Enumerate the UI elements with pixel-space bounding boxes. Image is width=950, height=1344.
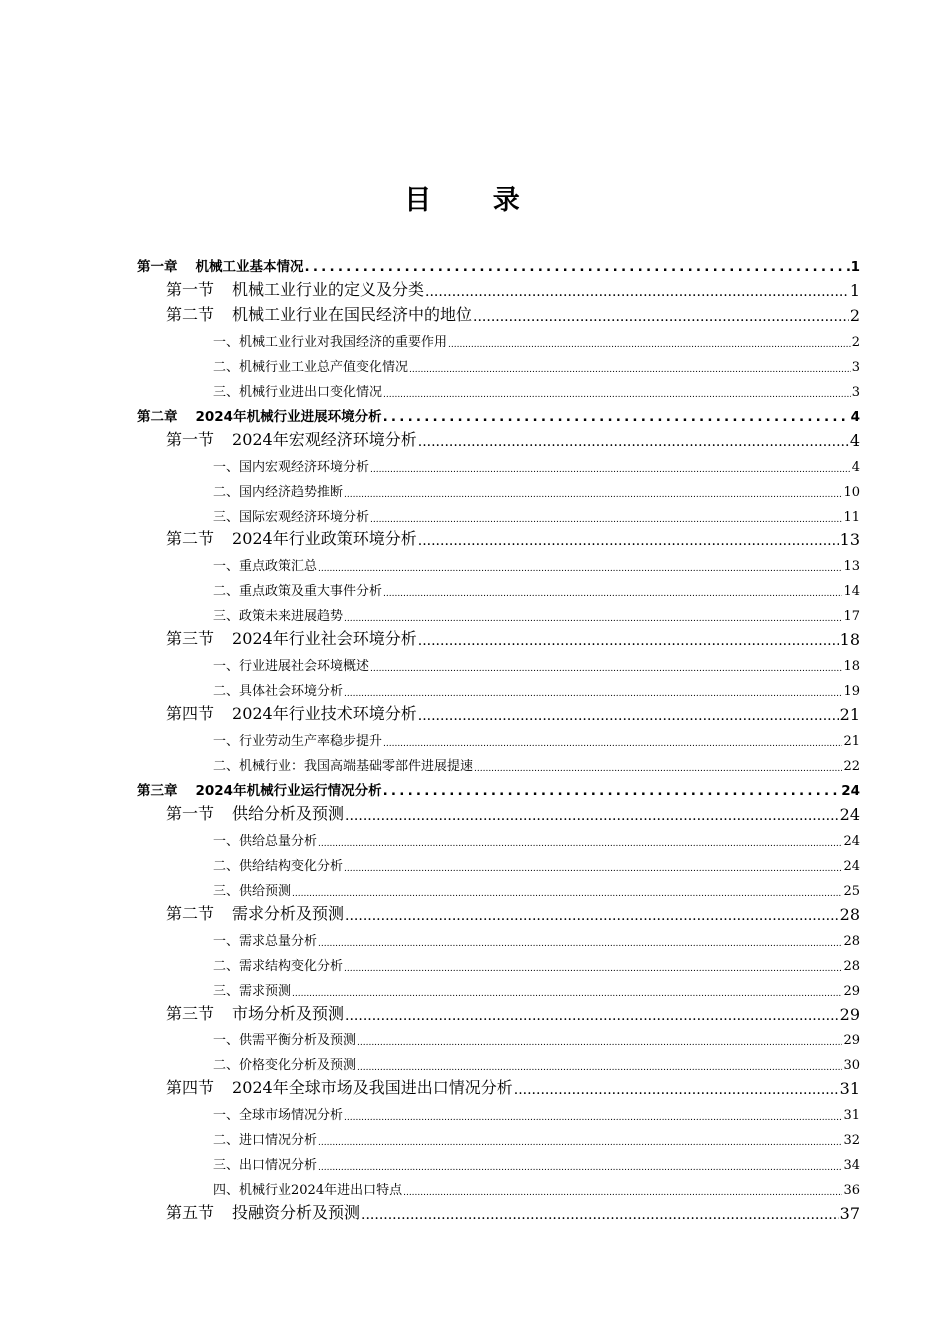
- toc-leader-dots: [370, 659, 842, 674]
- toc-page-number: 24: [843, 858, 860, 874]
- toc-entry-text: 2024年行业技术环境分析: [232, 704, 417, 724]
- toc-entry-number: 第五节: [166, 1203, 215, 1223]
- toc-entry-item[interactable]: [213, 501, 860, 525]
- toc-entry-label: [213, 506, 369, 525]
- toc-page-number: 24: [839, 804, 860, 824]
- toc-entry-text: 市场分析及预测: [232, 1003, 345, 1023]
- toc-entry-number: 第四节: [166, 1078, 215, 1098]
- toc-entry-number: 第二节: [166, 903, 215, 923]
- toc-entry-item[interactable]: [213, 650, 860, 674]
- toc-entry-item[interactable]: [213, 575, 860, 599]
- toc-entry-label: [213, 755, 473, 774]
- toc-entry-text: 2024年全球市场及我国进出口情况分析: [232, 1078, 513, 1098]
- toc-entry-item[interactable]: [213, 550, 860, 574]
- toc-entry-label: [166, 701, 417, 724]
- toc-entry-label: [213, 830, 317, 849]
- toc-entry-label: [213, 1029, 356, 1048]
- toc-entry-text: 二、价格变化分析及预测: [213, 1058, 357, 1074]
- toc-page-number: 18: [839, 630, 860, 650]
- toc-entry-section[interactable]: [166, 700, 860, 724]
- toc-leader-dots: [383, 584, 842, 599]
- toc-entry-label: [213, 555, 317, 574]
- toc-leader-dots: [473, 307, 849, 325]
- toc-entry-label: [166, 901, 344, 924]
- toc-entry-text: 二、进口情况分析: [213, 1133, 318, 1149]
- toc-entry-text: 二、机械行业工业总产值变化情况: [213, 359, 409, 375]
- toc-leader-dots: [344, 1108, 842, 1123]
- toc-leader-dots: [448, 335, 851, 350]
- toc-entry-item[interactable]: [213, 850, 860, 874]
- toc-entry-item[interactable]: [213, 725, 860, 749]
- toc-leader-dots: [292, 884, 842, 899]
- toc-entry-section[interactable]: [166, 1199, 860, 1223]
- toc-entry-item[interactable]: [213, 1124, 860, 1148]
- toc-entry-section[interactable]: [166, 625, 860, 649]
- toc-leader-dots: [418, 531, 839, 549]
- toc-entry-label: [213, 855, 343, 874]
- toc-page-number: 22: [843, 759, 860, 774]
- toc-entry-item[interactable]: [213, 376, 860, 400]
- toc-leader-dots: [344, 684, 842, 699]
- toc-page-number: 14: [843, 584, 860, 600]
- toc-leader-dots: [345, 906, 839, 924]
- toc-entry-text: 2024年行业政策环境分析: [232, 529, 417, 549]
- toc-entry-item[interactable]: [213, 825, 860, 849]
- toc-entry-text: 一、行业进展社会环境概述: [213, 659, 370, 675]
- toc-entry-text: 二、机械行业：我国高端基础零部件进展提速: [213, 759, 474, 774]
- toc-page-number: 36: [843, 1183, 860, 1199]
- toc-page-number: 30: [843, 1058, 860, 1074]
- toc-page-number: 31: [843, 1108, 860, 1124]
- toc-entry-text: 需求分析及预测: [232, 903, 345, 923]
- toc-entry-number: 第二节: [166, 304, 215, 324]
- toc-leader-dots: [345, 1006, 839, 1024]
- toc-leader-dots: [361, 1205, 839, 1223]
- toc-page-number: 21: [839, 705, 860, 725]
- toc-entry-item[interactable]: [213, 875, 860, 899]
- toc-page-number: 2: [849, 305, 860, 325]
- toc-entry-label: [213, 331, 447, 350]
- toc-entry-label: [213, 1054, 356, 1073]
- toc-page-number: 3: [851, 384, 860, 400]
- toc-entry-label: [213, 980, 291, 999]
- toc-page-number: 13: [839, 530, 860, 550]
- toc-leader-dots: [305, 259, 850, 275]
- toc-entry-item[interactable]: [213, 1149, 860, 1173]
- toc-page-number: 10: [843, 484, 860, 500]
- toc-entry-text: 2024年宏观经济环境分析: [232, 429, 417, 449]
- toc-entry-label: [137, 255, 304, 275]
- toc-entry-number: 第一节: [166, 429, 215, 449]
- toc-entry-text: 二、重点政策及重大事件分析: [213, 584, 383, 600]
- toc-page-number: 29: [843, 1033, 860, 1049]
- toc-page-number: 19: [843, 684, 860, 700]
- toc-leader-dots: [318, 834, 842, 849]
- toc-leader-dots: [474, 759, 842, 774]
- toc-entry-label: [166, 1001, 344, 1024]
- toc-page-number: 25: [843, 883, 860, 899]
- toc-leader-dots: [357, 1058, 842, 1073]
- toc-entry-chapter[interactable]: [137, 401, 860, 425]
- toc-entry-text: 四、机械行业2024年进出口特点: [213, 1183, 403, 1199]
- toc-leader-dots: [344, 485, 842, 500]
- toc-entry-text: 三、出口情况分析: [213, 1158, 318, 1174]
- toc-entry-label: [166, 801, 344, 824]
- toc-entry-text: 三、政策未来进展趋势: [213, 609, 344, 625]
- toc-page-number: 11: [843, 509, 860, 525]
- toc-entry-item[interactable]: [213, 351, 860, 375]
- toc-entry-section[interactable]: [166, 426, 860, 450]
- toc-entry-label: [166, 277, 424, 300]
- toc-page-number: 4: [851, 459, 860, 475]
- toc-entry-text: 机械工业行业的定义及分类: [232, 279, 425, 299]
- toc-leader-dots: [418, 706, 839, 724]
- toc-entry-number: 第一章: [137, 259, 178, 275]
- toc-entry-text: 三、需求预测: [213, 983, 292, 999]
- toc-leader-dots: [318, 1133, 842, 1148]
- toc-entry-number: 第三节: [166, 629, 215, 649]
- toc-entry-item[interactable]: [213, 1049, 860, 1073]
- toc-entry-text: 2024年机械行业进展环境分析: [195, 408, 382, 425]
- toc-entry-text: 一、需求总量分析: [213, 933, 318, 949]
- toc-leader-dots: [370, 460, 851, 475]
- toc-entry-label: [166, 1075, 513, 1098]
- toc-page-number: 13: [843, 559, 860, 575]
- toc-entry-item[interactable]: [213, 1024, 860, 1048]
- toc-leader-dots: [318, 1158, 842, 1173]
- toc-entry-section[interactable]: [166, 1074, 860, 1098]
- toc-entry-label: [213, 680, 343, 699]
- toc-entry-text: 一、国内宏观经济环境分析: [213, 459, 370, 475]
- toc-entry-item[interactable]: [213, 975, 860, 999]
- toc-page-number: 31: [839, 1079, 860, 1099]
- toc-entry-label: [213, 730, 382, 749]
- toc-page-number: 2: [851, 334, 860, 350]
- toc-entry-label: [213, 1129, 317, 1148]
- toc-page-number: 24: [841, 782, 860, 799]
- toc-entry-number: 第二节: [166, 529, 215, 549]
- toc-entry-label: [166, 1200, 360, 1223]
- toc-page-number: 24: [843, 833, 860, 849]
- toc-leader-dots: [370, 510, 842, 525]
- toc-page-number: 1: [850, 259, 860, 275]
- toc-leader-dots: [409, 360, 851, 375]
- toc-entry-number: 第二章: [137, 408, 178, 425]
- toc-entry-number: 第四节: [166, 704, 215, 724]
- toc-entry-item[interactable]: [213, 1174, 860, 1198]
- toc-entry-label: [213, 655, 369, 674]
- toc-page-number: 4: [850, 408, 860, 425]
- toc-page-number: 29: [839, 1004, 860, 1024]
- toc-leader-dots: [383, 409, 850, 425]
- toc-leader-dots: [418, 631, 839, 649]
- toc-entry-text: 一、机械工业行业对我国经济的重要作用: [213, 334, 448, 350]
- toc-page-number: 4: [849, 430, 860, 450]
- toc-leader-dots: [357, 1033, 842, 1048]
- toc-entry-label: [137, 779, 382, 799]
- toc-entry-text: 三、供给预测: [213, 883, 292, 899]
- toc-entry-label: [213, 1154, 317, 1173]
- toc-entry-item[interactable]: [213, 1099, 860, 1123]
- toc-leader-dots: [318, 559, 842, 574]
- toc-entry-label: [213, 1104, 343, 1123]
- toc-entry-text: 三、机械行业进出口变化情况: [213, 384, 383, 400]
- toc-entry-label: [166, 302, 472, 325]
- toc-leader-dots: [383, 734, 842, 749]
- toc-entry-label: [213, 930, 317, 949]
- toc-page-number: 28: [843, 933, 860, 949]
- toc-page-number: 1: [849, 280, 860, 300]
- toc-page-number: 37: [839, 1204, 860, 1224]
- toc-page-number: 32: [843, 1133, 860, 1149]
- toc-entry-section[interactable]: [166, 800, 860, 824]
- toc-entry-item[interactable]: [213, 750, 860, 774]
- toc-entry-label: [213, 481, 343, 500]
- toc-page-number: 34: [843, 1158, 860, 1174]
- toc-entry-text: 三、国际宏观经济环境分析: [213, 509, 370, 525]
- toc-entry-label: [213, 605, 343, 624]
- toc-entry-text: 一、行业劳动生产率稳步提升: [213, 734, 383, 750]
- toc-entry-text: 投融资分析及预测: [232, 1203, 361, 1223]
- toc-leader-dots: [292, 984, 842, 999]
- toc-entry-label: [213, 456, 369, 475]
- toc-page-number: 18: [843, 659, 860, 675]
- toc-entry-section[interactable]: [166, 1000, 860, 1024]
- toc-entry-text: 二、国内经济趋势推断: [213, 484, 344, 500]
- toc-entry-label: [213, 580, 382, 599]
- toc-leader-dots: [344, 959, 842, 974]
- toc-entry-item[interactable]: [213, 950, 860, 974]
- toc-entry-text: 二、需求结构变化分析: [213, 958, 344, 974]
- toc-entry-label: [137, 405, 382, 425]
- toc-entry-text: 2024年行业社会环境分析: [232, 629, 417, 649]
- toc-entry-item[interactable]: [213, 476, 860, 500]
- toc-leader-dots: [344, 859, 842, 874]
- toc-entry-label: [166, 626, 417, 649]
- toc-entry-text: 一、供给总量分析: [213, 833, 318, 849]
- toc-entry-chapter[interactable]: [137, 251, 860, 275]
- toc-entry-label: [213, 955, 343, 974]
- toc-entry-item[interactable]: [213, 600, 860, 624]
- toc-entry-item[interactable]: [213, 925, 860, 949]
- toc-leader-dots: [418, 432, 849, 450]
- toc-entry-section[interactable]: [166, 301, 860, 325]
- toc-leader-dots: [383, 385, 851, 400]
- toc-page-number: 21: [843, 734, 860, 750]
- toc-entry-chapter[interactable]: [137, 775, 860, 799]
- toc-entry-number: 第三章: [137, 782, 178, 799]
- toc-entry-section[interactable]: [166, 525, 860, 549]
- toc-entry-label: [166, 427, 417, 450]
- toc-entry-section[interactable]: [166, 276, 860, 300]
- toc-leader-dots: [425, 282, 849, 300]
- toc-entry-number: 第一节: [166, 279, 215, 299]
- toc-entry-item[interactable]: [213, 675, 860, 699]
- toc-leader-dots: [403, 1183, 842, 1198]
- toc-entry-text: 2024年机械行业运行情况分析: [195, 782, 382, 799]
- toc-entry-text: 供给分析及预测: [232, 803, 345, 823]
- toc-entry-text: 二、具体社会环境分析: [213, 684, 344, 700]
- toc-leader-dots: [344, 609, 842, 624]
- toc-entry-item[interactable]: [213, 451, 860, 475]
- toc-leader-dots: [514, 1080, 839, 1098]
- toc-entry-text: 一、全球市场情况分析: [213, 1108, 344, 1124]
- toc-entry-label: [213, 880, 291, 899]
- toc-leader-dots: [345, 806, 839, 824]
- toc-page-number: 3: [851, 359, 860, 375]
- toc-page-number: 28: [843, 958, 860, 974]
- page-title: 目 录: [404, 185, 546, 216]
- toc-entry-text: 一、供需平衡分析及预测: [213, 1033, 357, 1049]
- toc-entry-label: [166, 526, 417, 549]
- toc-entry-number: 第三节: [166, 1003, 215, 1023]
- toc-entry-text: 二、供给结构变化分析: [213, 858, 344, 874]
- toc-entry-item[interactable]: [213, 326, 860, 350]
- toc-leader-dots: [383, 783, 841, 799]
- toc-entry-label: [213, 381, 382, 400]
- toc-leader-dots: [318, 934, 842, 949]
- toc-entry-text: 机械工业行业在国民经济中的地位: [232, 304, 473, 324]
- toc-entry-label: [213, 1179, 402, 1198]
- toc-entry-number: 第一节: [166, 803, 215, 823]
- toc-entry-label: [213, 356, 408, 375]
- toc-page-number: 29: [843, 983, 860, 999]
- toc-entry-text: 一、重点政策汇总: [213, 559, 318, 575]
- toc-entry-section[interactable]: [166, 900, 860, 924]
- toc-page-number: 28: [839, 904, 860, 924]
- toc-entry-text: 机械工业基本情况: [195, 259, 304, 275]
- toc-page-number: 17: [843, 609, 860, 625]
